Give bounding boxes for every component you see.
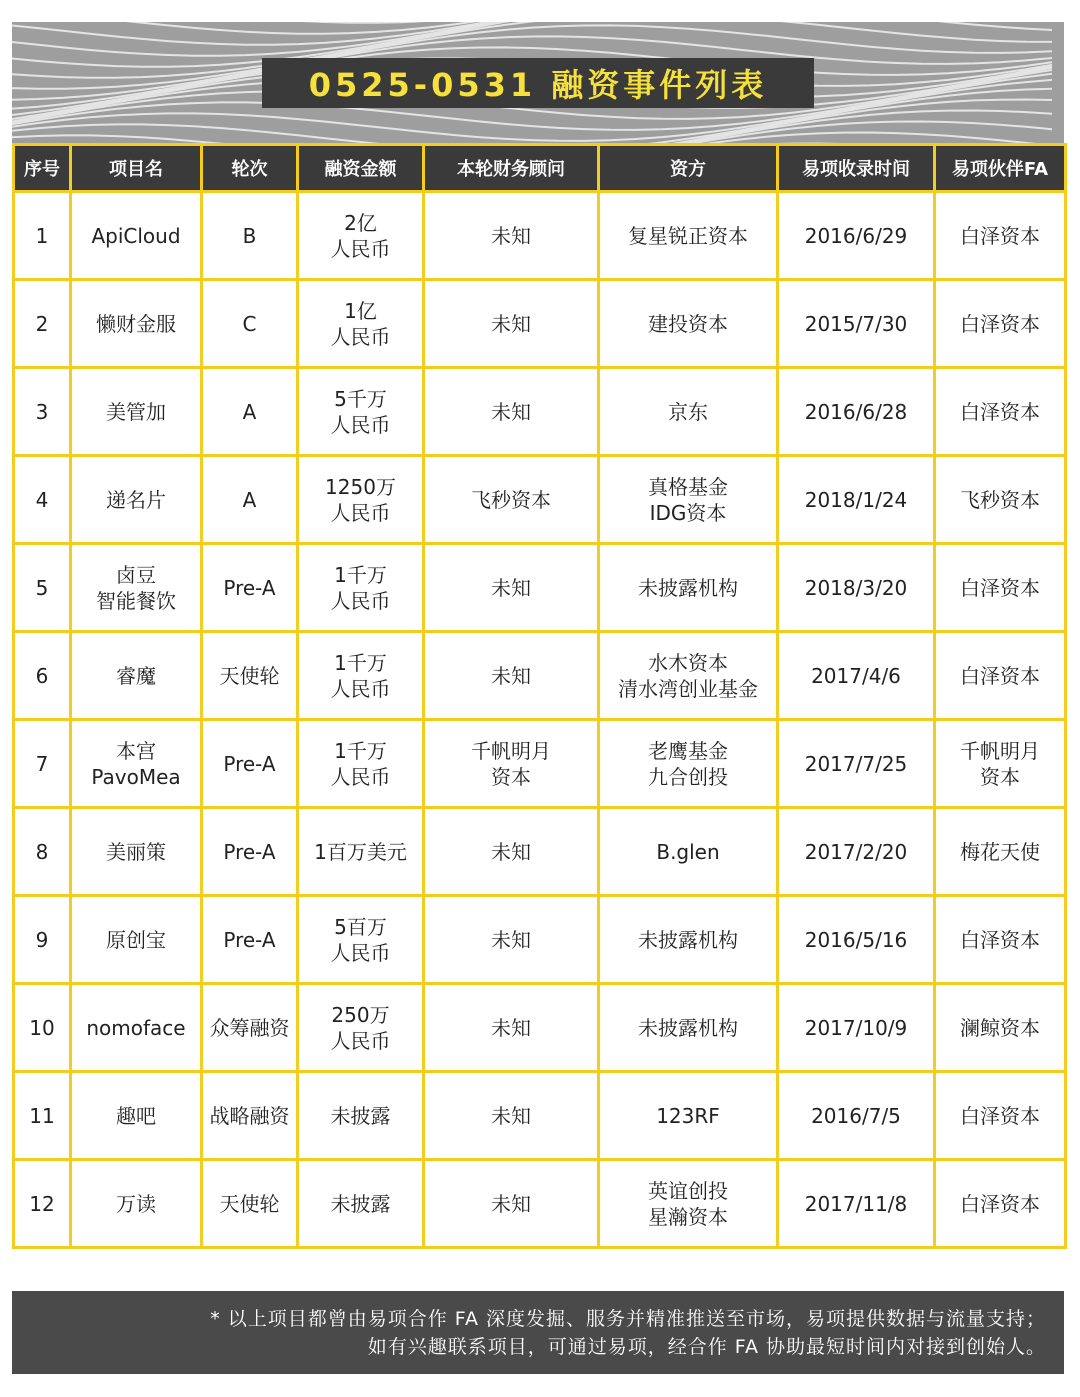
cell-amount [298, 456, 424, 544]
cell-advisor [424, 544, 599, 632]
cell-amount-line: 1250万 [325, 474, 396, 499]
cell-amount [298, 808, 424, 896]
column-header-date: 易项收录时间 [778, 145, 935, 192]
table-row [14, 544, 1066, 632]
cell-amount-line: 未披露 [330, 1191, 391, 1216]
cell-round-line: 众筹融资 [209, 1015, 290, 1040]
cell-advisor-line: 未知 [491, 223, 531, 248]
cell-partner-fa-line: 白泽资本 [960, 223, 1040, 248]
page-title: 0525-0531 融资事件列表 [308, 66, 768, 104]
cell-project-name-line: 智能餐饮 [96, 588, 176, 613]
cell-partner-fa-line: 白泽资本 [960, 927, 1040, 952]
cell-date: 2016/5/16 [778, 896, 935, 984]
cell-amount-line: 5千万 [334, 386, 387, 411]
cell-advisor-line: 飞秒资本 [471, 487, 551, 512]
cell-amount-line: 5百万 [334, 914, 387, 939]
cell-investors [599, 984, 778, 1072]
table-row [14, 368, 1066, 456]
cell-round [202, 632, 298, 720]
cell-investors-line: B.glen [656, 839, 720, 864]
cell-index: 10 [14, 984, 71, 1072]
cell-partner-fa-line: 资本 [980, 764, 1020, 789]
wave-line [12, 133, 1052, 144]
cell-partner-fa [935, 368, 1066, 456]
cell-advisor [424, 984, 599, 1072]
cell-investors [599, 544, 778, 632]
table-body [14, 192, 1066, 1248]
cell-investors [599, 1072, 778, 1160]
cell-amount [298, 1160, 424, 1248]
cell-advisor [424, 632, 599, 720]
cell-index: 5 [14, 544, 71, 632]
cell-date: 2016/7/5 [778, 1072, 935, 1160]
cell-date: 2015/7/30 [778, 280, 935, 368]
header-banner [12, 22, 1064, 143]
cell-index: 1 [14, 192, 71, 280]
cell-investors-line: 老鹰基金 [648, 738, 728, 763]
cell-investors-line: 京东 [668, 399, 708, 424]
table-row [14, 632, 1066, 720]
table-row [14, 456, 1066, 544]
table-row [14, 720, 1066, 808]
document-frame [12, 22, 1064, 1374]
cell-partner-fa [935, 456, 1066, 544]
table-row [14, 896, 1066, 984]
table-row [14, 280, 1066, 368]
cell-date: 2018/3/20 [778, 544, 935, 632]
cell-investors [599, 896, 778, 984]
cell-advisor-line: 未知 [491, 1103, 531, 1128]
cell-investors-line: 复星锐正资本 [628, 223, 748, 248]
cell-advisor-line: 资本 [491, 764, 531, 789]
cell-advisor [424, 1160, 599, 1248]
column-header-investors: 资方 [599, 145, 778, 192]
cell-amount-line: 人民币 [330, 676, 391, 701]
cell-index: 8 [14, 808, 71, 896]
cell-index: 11 [14, 1072, 71, 1160]
cell-amount-line: 人民币 [330, 236, 391, 261]
cell-amount [298, 632, 424, 720]
cell-partner-fa-line: 澜鲸资本 [960, 1015, 1040, 1040]
cell-project-name [71, 192, 202, 280]
cell-project-name [71, 808, 202, 896]
cell-amount-line: 1千万 [334, 738, 387, 763]
cell-round [202, 280, 298, 368]
cell-date: 2017/7/25 [778, 720, 935, 808]
column-header-partner-fa: 易项伙伴FA [935, 145, 1066, 192]
cell-round [202, 456, 298, 544]
cell-partner-fa [935, 192, 1066, 280]
cell-project-name-line: 趣吧 [116, 1103, 156, 1128]
cell-date: 2016/6/28 [778, 368, 935, 456]
cell-investors [599, 632, 778, 720]
title-plate [262, 58, 814, 108]
cell-amount [298, 720, 424, 808]
column-header-advisor: 本轮财务顾问 [424, 145, 599, 192]
cell-project-name-line: ApiCloud [91, 223, 181, 248]
cell-amount [298, 1072, 424, 1160]
cell-advisor-line: 未知 [491, 399, 531, 424]
cell-index: 9 [14, 896, 71, 984]
cell-partner-fa [935, 984, 1066, 1072]
cell-partner-fa [935, 896, 1066, 984]
cell-advisor [424, 456, 599, 544]
cell-advisor-line: 未知 [491, 575, 531, 600]
cell-date: 2017/4/6 [778, 632, 935, 720]
cell-amount-line: 1千万 [334, 650, 387, 675]
cell-round [202, 192, 298, 280]
cell-amount-line: 1千万 [334, 562, 387, 587]
cell-round-line: A [242, 487, 257, 512]
cell-project-name [71, 544, 202, 632]
cell-round-line: Pre-A [223, 927, 276, 952]
cell-partner-fa [935, 544, 1066, 632]
column-header-round: 轮次 [202, 145, 298, 192]
cell-project-name-line: 卤豆 [116, 562, 156, 587]
cell-advisor-line: 未知 [491, 663, 531, 688]
cell-date: 2017/11/8 [778, 1160, 935, 1248]
cell-index: 7 [14, 720, 71, 808]
cell-investors-line: 123RF [656, 1103, 720, 1128]
cell-advisor [424, 1072, 599, 1160]
cell-advisor [424, 720, 599, 808]
cell-amount-line: 人民币 [330, 324, 391, 349]
cell-investors [599, 808, 778, 896]
cell-investors [599, 720, 778, 808]
table-row [14, 808, 1066, 896]
cell-amount-line: 人民币 [330, 500, 391, 525]
cell-project-name [71, 984, 202, 1072]
cell-amount-line: 1亿 [344, 298, 377, 323]
cell-investors-line: 未披露机构 [638, 1015, 738, 1040]
cell-round-line: A [242, 399, 257, 424]
cell-advisor-line: 未知 [491, 927, 531, 952]
cell-investors-line: 九合创投 [648, 764, 728, 789]
cell-advisor [424, 192, 599, 280]
cell-partner-fa-line: 梅花天使 [960, 839, 1040, 864]
cell-project-name-line: 懒财金服 [96, 311, 176, 336]
table-row [14, 984, 1066, 1072]
cell-round [202, 984, 298, 1072]
cell-partner-fa [935, 1072, 1066, 1160]
cell-project-name-line: 原创宝 [106, 927, 166, 952]
cell-index: 6 [14, 632, 71, 720]
cell-investors [599, 280, 778, 368]
cell-investors-line: 未披露机构 [638, 575, 738, 600]
cell-amount [298, 984, 424, 1072]
cell-project-name-line: 本宫 [116, 738, 156, 763]
cell-project-name-line: 睿魔 [116, 663, 156, 688]
cell-advisor-line: 未知 [491, 311, 531, 336]
cell-partner-fa-line: 白泽资本 [960, 1191, 1040, 1216]
cell-round [202, 368, 298, 456]
cell-round [202, 808, 298, 896]
cell-amount [298, 896, 424, 984]
cell-round-line: 天使轮 [219, 1191, 280, 1216]
cell-investors [599, 1160, 778, 1248]
cell-project-name [71, 896, 202, 984]
cell-round [202, 544, 298, 632]
table-row [14, 192, 1066, 280]
cell-amount-line: 1百万美元 [314, 839, 407, 864]
cell-investors-line: 水木资本 [648, 650, 728, 675]
cell-project-name-line: 递名片 [106, 487, 166, 512]
cell-amount [298, 544, 424, 632]
cell-partner-fa-line: 白泽资本 [960, 663, 1040, 688]
cell-round [202, 720, 298, 808]
cell-partner-fa [935, 632, 1066, 720]
cell-round [202, 1072, 298, 1160]
cell-index: 2 [14, 280, 71, 368]
cell-investors-line: 清水湾创业基金 [618, 676, 758, 701]
cell-round-line: Pre-A [223, 751, 276, 776]
table-header-row [14, 145, 1066, 192]
funding-events-table [12, 143, 1067, 1249]
cell-round-line: Pre-A [223, 839, 276, 864]
cell-investors-line: 星瀚资本 [648, 1204, 728, 1229]
table-row [14, 1160, 1066, 1248]
cell-date: 2018/1/24 [778, 456, 935, 544]
cell-advisor [424, 368, 599, 456]
cell-project-name-line: 万读 [116, 1191, 156, 1216]
cell-index: 12 [14, 1160, 71, 1248]
column-header-project: 项目名 [71, 145, 202, 192]
cell-round-line: B [242, 223, 257, 248]
cell-advisor-line: 未知 [491, 1191, 531, 1216]
cell-investors-line: 英谊创投 [648, 1178, 728, 1203]
cell-advisor-line: 未知 [491, 839, 531, 864]
cell-amount-line: 人民币 [330, 940, 391, 965]
cell-amount-line: 人民币 [330, 764, 391, 789]
cell-advisor-line: 未知 [491, 1015, 531, 1040]
cell-amount-line: 人民币 [330, 1028, 391, 1053]
cell-amount-line: 人民币 [330, 588, 391, 613]
cell-round-line: Pre-A [223, 575, 276, 600]
cell-project-name [71, 368, 202, 456]
cell-partner-fa-line: 白泽资本 [960, 311, 1040, 336]
cell-advisor [424, 896, 599, 984]
cell-partner-fa-line: 白泽资本 [960, 399, 1040, 424]
cell-project-name-line: nomoface [86, 1015, 186, 1040]
cell-partner-fa [935, 808, 1066, 896]
cell-project-name-line: 美管加 [106, 399, 166, 424]
cell-amount [298, 192, 424, 280]
table-row [14, 1072, 1066, 1160]
cell-amount-line: 人民币 [330, 412, 391, 437]
cell-round [202, 896, 298, 984]
column-header-amount: 融资金额 [298, 145, 424, 192]
cell-amount-line: 2亿 [344, 210, 377, 235]
cell-project-name [71, 456, 202, 544]
cell-date: 2017/10/9 [778, 984, 935, 1072]
cell-index: 4 [14, 456, 71, 544]
cell-round-line: C [242, 311, 257, 336]
cell-advisor [424, 808, 599, 896]
footer-note-line-2: 如有兴趣联系项目，可通过易项，经合作 FA 协助最短时间内对接到创始人。 [367, 1336, 1046, 1358]
cell-investors [599, 192, 778, 280]
cell-partner-fa [935, 720, 1066, 808]
cell-amount [298, 368, 424, 456]
cell-project-name [71, 280, 202, 368]
footer-note [12, 1291, 1064, 1374]
cell-index: 3 [14, 368, 71, 456]
cell-investors [599, 456, 778, 544]
cell-partner-fa-line: 千帆明月 [960, 738, 1040, 763]
cell-amount [298, 280, 424, 368]
cell-project-name [71, 1160, 202, 1248]
cell-partner-fa-line: 飞秒资本 [960, 487, 1040, 512]
cell-investors-line: 未披露机构 [638, 927, 738, 952]
cell-partner-fa [935, 280, 1066, 368]
footer-note-line-1: * 以上项目都曾由易项合作 FA 深度发掘、服务并精准推送至市场，易项提供数据与流量支持； [210, 1308, 1046, 1330]
cell-advisor [424, 280, 599, 368]
cell-project-name-line: 美丽策 [106, 839, 166, 864]
cell-project-name [71, 632, 202, 720]
cell-investors-line: 真格基金 [648, 474, 728, 499]
cell-project-name [71, 1072, 202, 1160]
column-header-index: 序号 [14, 145, 71, 192]
cell-investors-line: 建投资本 [648, 311, 728, 336]
cell-partner-fa [935, 1160, 1066, 1248]
cell-partner-fa-line: 白泽资本 [960, 1103, 1040, 1128]
cell-advisor-line: 千帆明月 [471, 738, 551, 763]
cell-round [202, 1160, 298, 1248]
cell-round-line: 战略融资 [209, 1103, 290, 1128]
cell-project-name [71, 720, 202, 808]
cell-investors-line: IDG资本 [649, 500, 727, 525]
cell-amount-line: 未披露 [330, 1103, 391, 1128]
cell-round-line: 天使轮 [219, 663, 280, 688]
cell-amount-line: 250万 [331, 1002, 390, 1027]
cell-date: 2016/6/29 [778, 192, 935, 280]
cell-investors [599, 368, 778, 456]
cell-date: 2017/2/20 [778, 808, 935, 896]
cell-project-name-line: PavoMea [91, 764, 181, 789]
cell-partner-fa-line: 白泽资本 [960, 575, 1040, 600]
